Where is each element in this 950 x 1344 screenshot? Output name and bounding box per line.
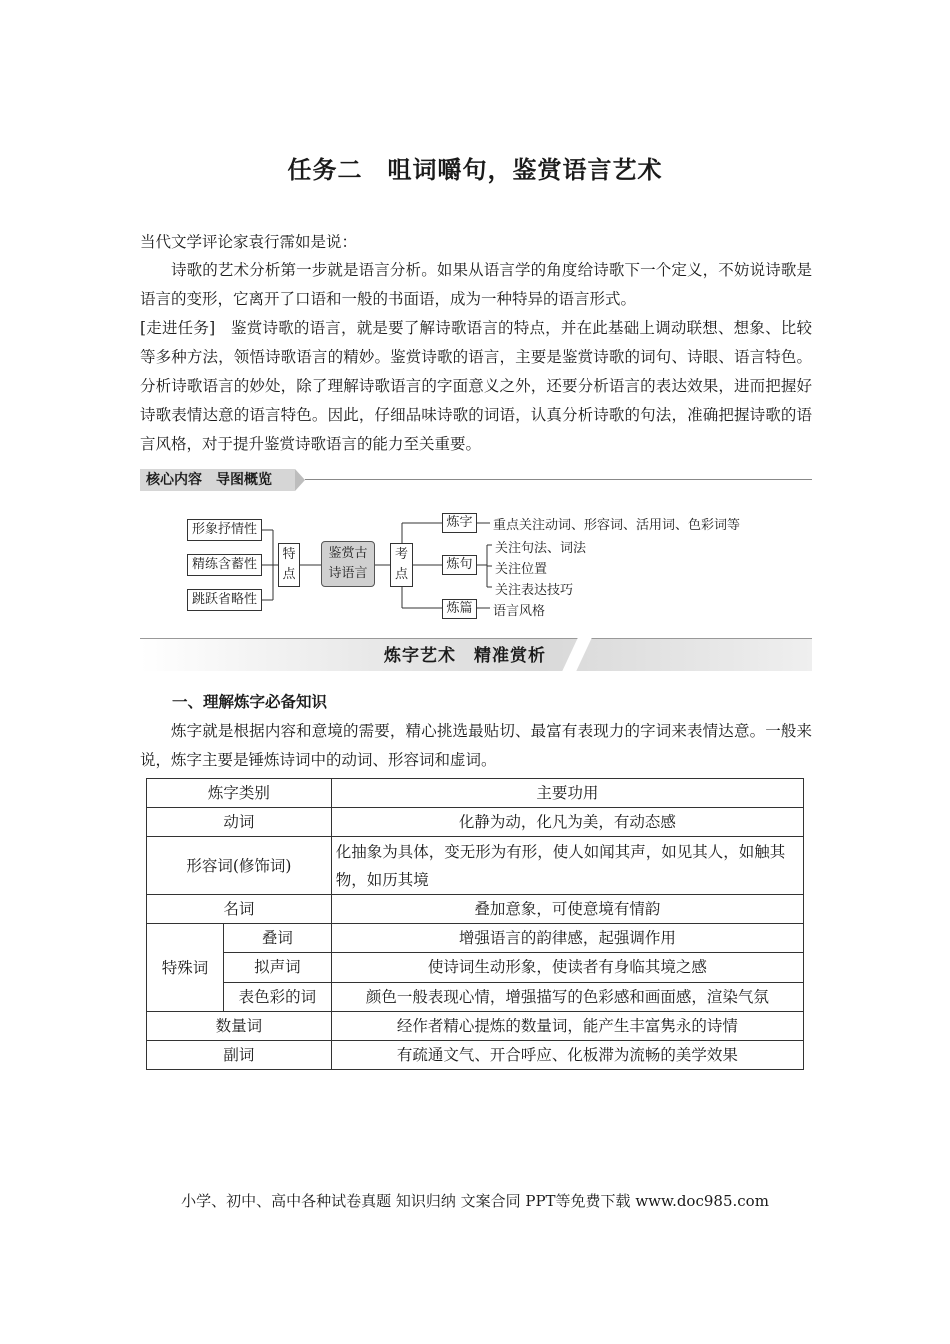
banner-label: 炼字艺术 精准赏析 [384,646,546,666]
center-node-line: 鉴赏古 [328,546,368,561]
table-cell: 使诗词生动形象，使读者有身临其境之感 [331,953,803,982]
banner-rule [140,638,812,639]
intro-quote: 诗歌的艺术分析第一步就是语言分析。如果从语言学的角度给诗歌下一个定义，不妨说诗歌是语言的变形，它离开了口语和一般的书面语，成为一种特异的语言形式。 [140,261,812,308]
trait-box: 跳跃省略性 [187,589,262,611]
table-cell: 经作者精心提炼的数量词，能产生丰富隽永的诗情 [331,1012,803,1041]
banner-arrow [295,469,305,491]
table-cell: 增强语言的韵律感，起强调作用 [331,924,803,953]
trait-label-box: 特点 [278,543,300,587]
table-row [147,837,804,895]
branch-lianzi: 炼字 [442,513,477,533]
table-row [147,895,804,924]
intro-lead: 当代文学评论家袁行霈如是说： [140,233,358,251]
exam-label-box: 考点 [390,543,413,587]
banner-label: 核心内容 导图概览 [140,469,295,491]
page-title: 任务二 咀词嚼句，鉴赏语言艺术 [287,156,663,184]
table-header: 主要功用 [331,779,803,808]
mind-map [140,505,812,625]
section-body: 炼字就是根据内容和意境的需要，精心挑选最贴切、最富有表现力的字词来表情达意。一般来说，炼字主要是锤炼诗词中的动词、形容词和虚词。 [140,722,812,769]
special-words-subtable [147,924,331,1011]
detail-lianpian: 语言风格 [493,604,546,619]
table-cell: 拟声词 [224,953,331,982]
detail-lianzi: 重点关注动词、形容词、活用词、色彩词等 [493,518,741,533]
table-row [147,1012,804,1041]
table-cell-group [147,924,332,1012]
table-cell: 副词 [147,1041,332,1070]
table-cell: 数量词 [147,1012,332,1041]
table-cell: 名词 [147,895,332,924]
table-header-row [147,779,804,808]
center-node-line: 诗语言 [328,566,368,581]
lianzi-table [146,778,804,1070]
task-paragraph: [走进任务] 鉴赏诗歌的语言，就是要了解诗歌语言的特点，并在此基础上调动联想、想象、比较等多种方法，领悟诗歌语言的精妙。鉴赏诗歌的语言，主要是鉴赏诗歌的词句、诗眼、语言特色。分析诗歌语言的妙处，除了理解诗歌语言的字面意义之外，还要分析语言的表达效果，进而把握好诗歌表情达意的语言特色。因此，仔细品味诗歌的词语，认真分析诗歌的句法，准确把握诗歌的语言风格，对于提升鉴赏诗歌语言的能力至关重要。 [140,319,812,453]
branch-lianju: 炼句 [442,555,477,575]
trait-box: 精练含蓄性 [187,554,262,576]
table-cell: 颜色一般表现心情，增强描写的色彩感和画面感，渲染气氛 [331,982,803,1011]
detail-lianju: 关注位置 [495,562,548,577]
table-row [147,808,804,837]
table-cell: 叠词 [224,924,331,953]
table-cell: 化抽象为具体，变无形为有形，使人如闻其声，如见其人，如触其物，如历其境 [331,837,803,895]
page-footer: 小学、初中、高中各种试卷真题 知识归纳 文案合同 PPT等免费下载 www.doc985.com [181,1192,769,1210]
table-header: 炼字类别 [147,779,332,808]
table-cell: 形容词(修饰词) [147,837,332,895]
section-banner-overview [140,469,812,491]
table-cell: 表色彩的词 [238,987,317,1006]
center-node [321,541,375,587]
section-banner-lianzi [140,638,812,671]
detail-lianju: 关注表达技巧 [495,583,574,598]
table-cell: 叠加意象，可使意境有情韵 [331,895,803,924]
table-cell: 特殊词 [147,924,224,1011]
table-cell: 有疏通文气、开合呼应、化板滞为流畅的美学效果 [331,1041,803,1070]
table-row [147,924,804,953]
table-row [147,1041,804,1070]
trait-box: 形象抒情性 [187,519,262,541]
table-cell: 动词 [147,808,332,837]
detail-lianju: 关注句法、词法 [495,541,587,556]
table-cell: 化静为动，化凡为美，有动态感 [331,808,803,837]
banner-rule [305,479,812,480]
section-heading: 一、理解炼字必备知识 [172,693,328,711]
branch-lianpian: 炼篇 [442,599,477,619]
